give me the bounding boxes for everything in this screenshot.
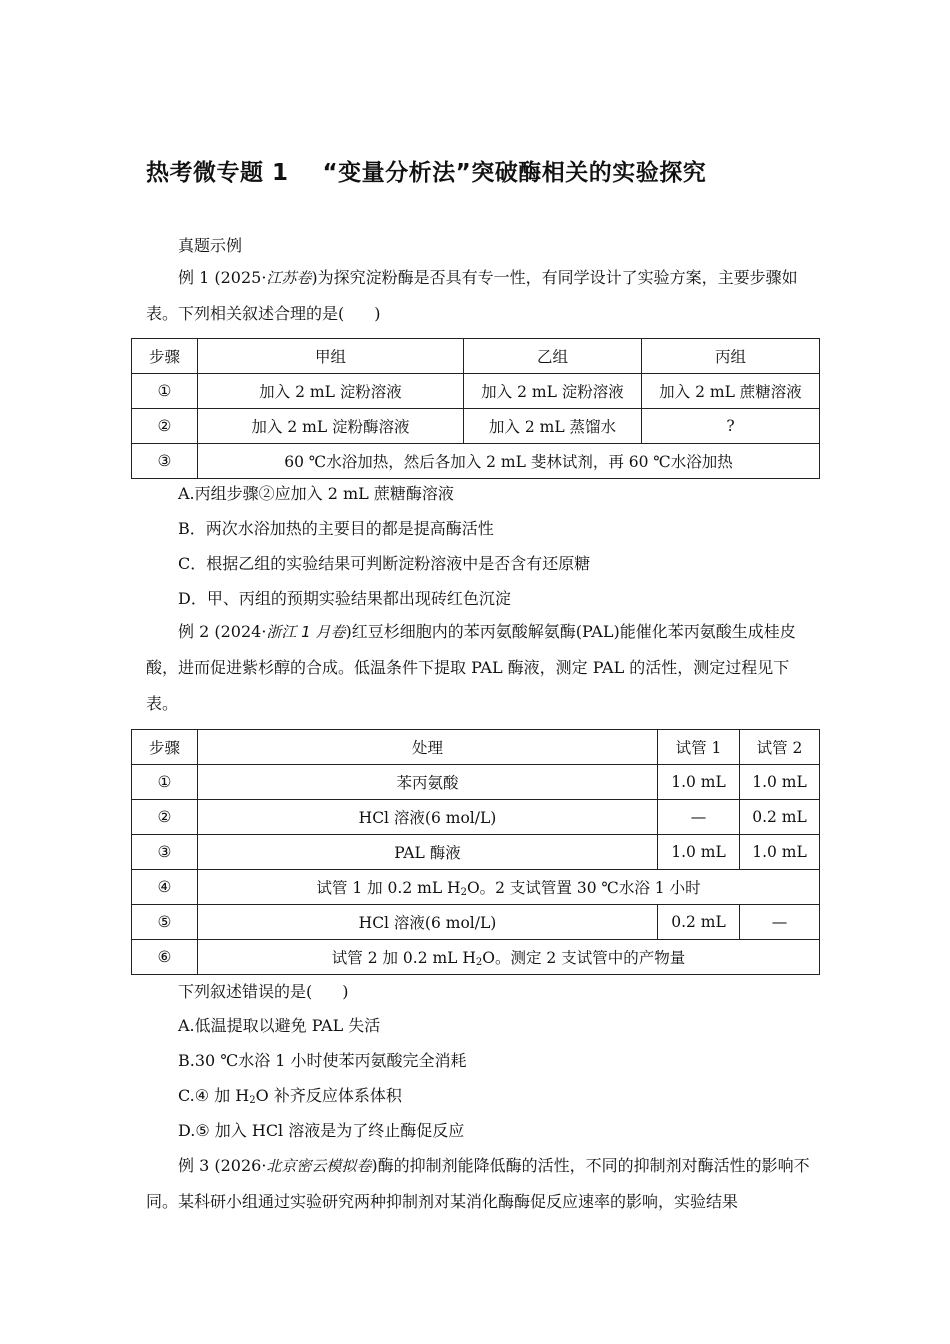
option-c: C．根据乙组的实验结果可判断淀粉溶液中是否含有还原糖 xyxy=(178,554,591,573)
page-title: 热考微专题 1 “变量分析法”突破酶相关的实验探究 xyxy=(146,160,707,186)
table-row: ③ 60 ℃水浴加热，然后各加入 2 mL 斐林试剂，再 60 ℃水浴加热 xyxy=(132,444,820,479)
option-a: A.低温提取以避免 PAL 失活 xyxy=(178,1016,381,1035)
table-header-row: 步骤 处理 试管 1 试管 2 xyxy=(132,730,820,765)
table-row: ① 苯丙氨酸 1.0 mL 1.0 mL xyxy=(132,765,820,800)
option-c: C.④ 加 $H_2O$ 补齐反应体系体积 xyxy=(178,1086,402,1106)
table-row: ① 加入 2 mL 淀粉溶液 加入 2 mL 淀粉溶液 加入 2 mL 蔗糖溶液 xyxy=(132,374,820,409)
table-row: ② HCl 溶液(6 mol/L) — 0.2 mL xyxy=(132,800,820,835)
table-row: ④ 试管 1 加 0.2 mL $H_2O$。2 支试管置 30 ℃水浴 1 小时 xyxy=(132,870,820,905)
example-2-table xyxy=(131,729,820,975)
example-1-table xyxy=(131,338,820,479)
option-b: B．两次水浴加热的主要目的都是提高酶活性 xyxy=(178,519,494,538)
table-header-row: 步骤 甲组 乙组 丙组 xyxy=(132,339,820,374)
option-d: D.⑤ 加入 HCl 溶液是为了终止酶促反应 xyxy=(178,1121,465,1140)
example-1-stem: 例 1 (2025·江苏卷)为探究淀粉酶是否具有专一性，有同学设计了实验方案，主要步骤如表。下列相关叙述合理的是( ) xyxy=(146,268,798,323)
table-row: ⑤ HCl 溶液(6 mol/L) 0.2 mL — xyxy=(132,905,820,940)
option-d: D．甲、丙组的预期实验结果都出现砖红色沉淀 xyxy=(178,589,511,608)
table-row: ② 加入 2 mL 淀粉酶溶液 加入 2 mL 蒸馏水 ? xyxy=(132,409,820,444)
example-2-stem: 例 2 (2024·浙江 1 月卷)红豆杉细胞内的苯丙氨酸解氨酶(PAL)能催化苯丙氨酸生成桂皮酸，进而促进紫杉醇的合成。低温条件下提取 PAL 酶液，测定 PAL 的活性，测定过程见下表。 xyxy=(146,622,796,713)
option-b: B.30 ℃水浴 1 小时使苯丙氨酸完全消耗 xyxy=(178,1051,467,1070)
example-3-stem: 例 3 (2026·北京密云模拟卷)酶的抑制剂能降低酶的活性，不同的抑制剂对酶活性的影响不同。某科研小组通过实验研究两种抑制剂对某消化酶酶促反应速率的影响，实验结果 xyxy=(146,1156,810,1211)
example-2-question: 下列叙述错误的是( ) xyxy=(178,982,349,1001)
table-row: ③ PAL 酶液 1.0 mL 1.0 mL xyxy=(132,835,820,870)
section-heading: 真题示例 xyxy=(178,236,243,255)
table-row: ⑥ 试管 2 加 0.2 mL $H_2O$。测定 2 支试管中的产物量 xyxy=(132,940,820,975)
option-a: A.丙组步骤②应加入 2 mL 蔗糖酶溶液 xyxy=(178,484,454,503)
